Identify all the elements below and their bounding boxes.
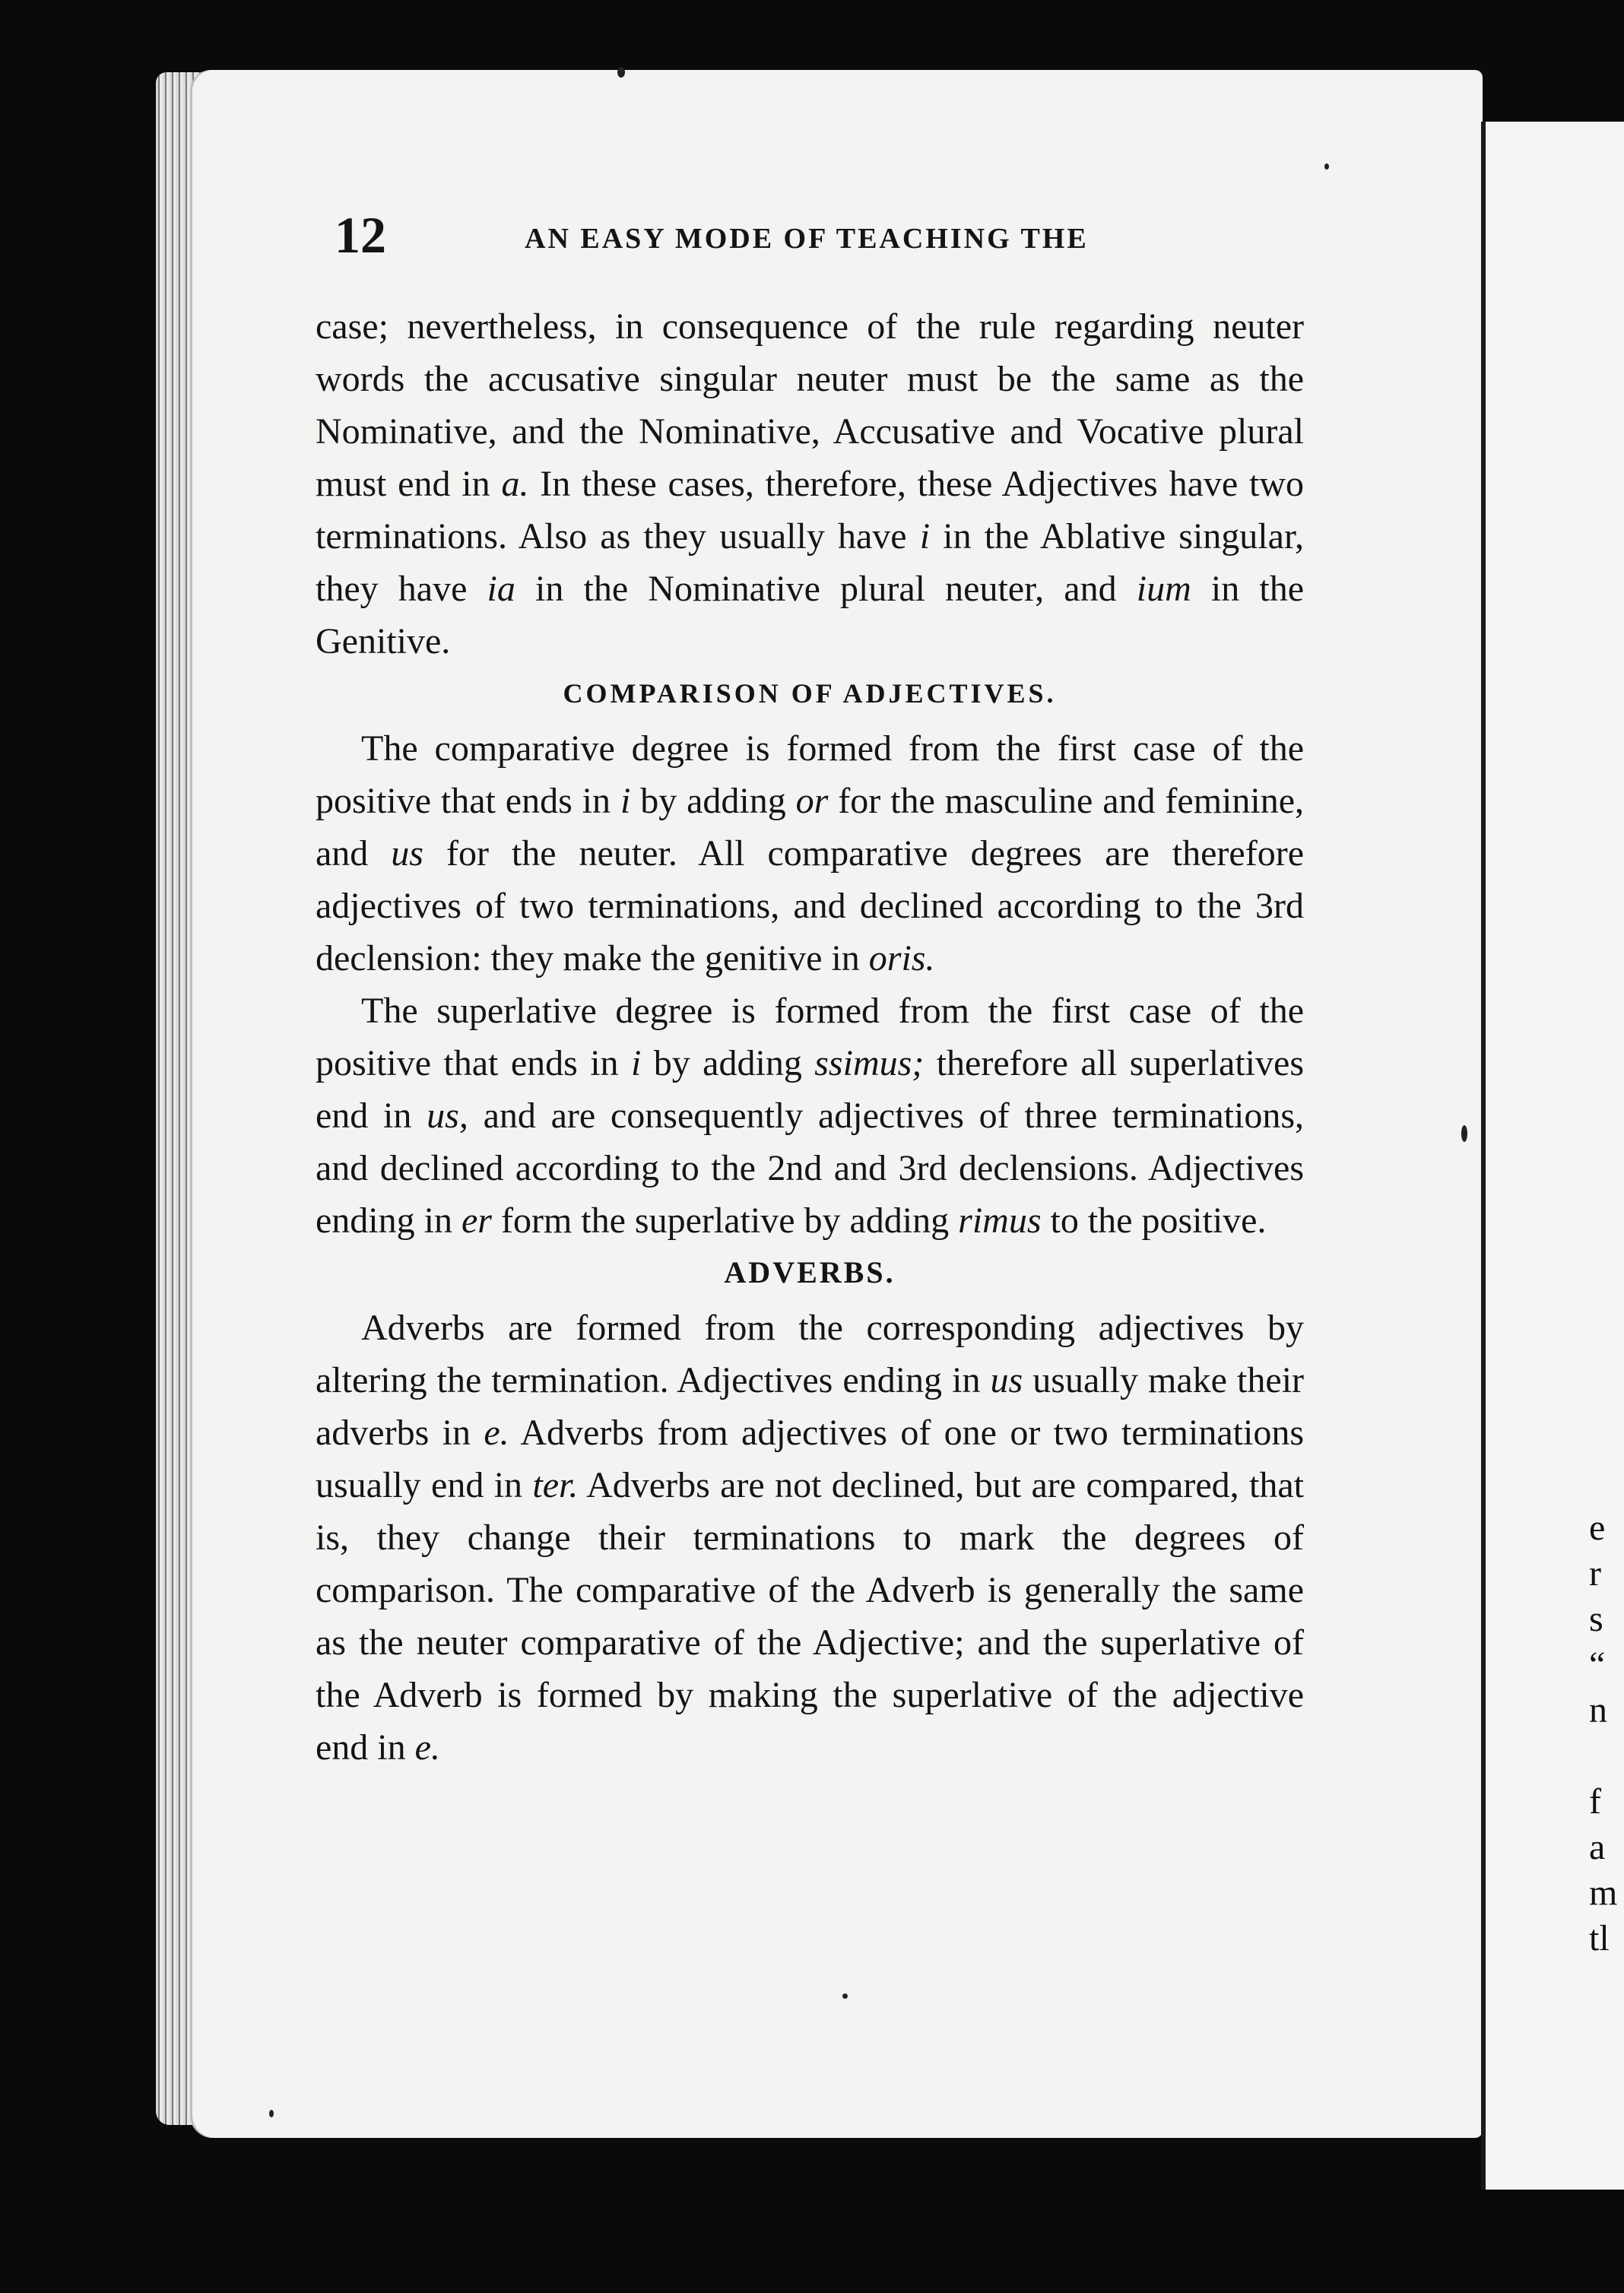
italic-run: us,: [427, 1096, 468, 1136]
scan-speck: [1461, 1125, 1467, 1142]
text-run: Adverbs are formed from the corresponding adjectives by altering the termination. Adjectives ending in: [316, 1308, 1304, 1400]
italic-run: ssimus;: [814, 1043, 925, 1083]
facing-letter: r: [1589, 1553, 1601, 1594]
text-run: usually make their adverbs in: [316, 1360, 1305, 1453]
italic-run: e.: [484, 1413, 509, 1453]
italic-run: i: [620, 781, 631, 821]
italic-run: rimus: [958, 1200, 1042, 1241]
text-run: for the neuter. All comparative degrees are therefore adjectives of two terminations, and declined according to the 3rd declension: they make the genitive in: [316, 833, 1304, 978]
section-heading-adverbs: ADVERBS.: [724, 1255, 896, 1289]
text-run: in the Genitive.: [316, 569, 1304, 661]
text-run: Adverbs from adjectives of one or two terminations usually end in: [316, 1413, 1305, 1505]
text-run: and are consequently adjectives of three terminations, and declined according to the 2nd and 3rd declensions. Adjectives ending in: [316, 1096, 1305, 1241]
italic-run: oris.: [868, 938, 935, 978]
text-run: form the superlative by adding: [491, 1200, 959, 1241]
text-run: by adding: [641, 1043, 815, 1083]
paragraph-superlative: [316, 985, 1304, 1247]
body-text: [316, 300, 1304, 1774]
facing-page-letters: [1589, 1505, 1624, 1962]
text-run: Adverbs are not declined, but are compared, that is, they change their terminations to mark the degrees of comparison. The comparative of the Adverb is generally the same as the neuter comparative of the Adjective; and the superlative of the Adverb is formed by making the superlative of the adjective end in: [316, 1465, 1305, 1768]
paragraph-adverbs: [316, 1302, 1304, 1774]
italic-run: us: [391, 833, 423, 874]
text-run: in the Nominative plural neuter, and: [515, 569, 1137, 609]
text-run: The comparative degree is formed from the first case of the positive that ends in: [316, 728, 1304, 821]
facing-letter: e: [1589, 1508, 1606, 1548]
paragraph-comparative: [316, 722, 1304, 985]
text-run: The superlative degree is formed from the first case of the positive that ends in: [316, 991, 1304, 1083]
facing-letter: n: [1589, 1690, 1607, 1730]
scan-speck: [269, 2110, 274, 2117]
italic-run: er: [461, 1200, 492, 1241]
italic-run: i: [919, 516, 931, 557]
facing-letter: [1589, 1733, 1624, 1779]
text-run: case; nevertheless, in consequence of the rule regarding neuter words the accusative singular neuter must be the same as the Nominative, and the Nominative, Accusative and Vocative plural must end in: [316, 306, 1304, 504]
facing-letter: m: [1589, 1873, 1618, 1913]
section-heading-comparison: COMPARISON OF ADJECTIVES.: [563, 678, 1057, 709]
text-run: In these cases, therefore, these Adjectives have two terminations. Also as they usually have: [316, 464, 1304, 557]
text-run: therefore all superlatives end in: [316, 1043, 1304, 1136]
italic-run: ium: [1136, 569, 1191, 609]
facing-letter: “: [1589, 1644, 1606, 1685]
text-run: for the masculine and feminine, and: [316, 781, 1305, 874]
facing-letter: a: [1589, 1827, 1606, 1867]
facing-letter: f: [1589, 1781, 1601, 1822]
italic-run: a.: [501, 464, 529, 504]
page-number: 12: [335, 206, 386, 264]
text-run: by adding: [630, 781, 796, 821]
text-run: in the Ablative singular, they have: [316, 516, 1305, 609]
italic-run: ter.: [532, 1465, 579, 1505]
text-run: to the positive.: [1041, 1200, 1267, 1241]
italic-run: i: [630, 1043, 642, 1083]
italic-run: e.: [414, 1727, 440, 1768]
paragraph-opening: [316, 300, 1304, 668]
scan-speck: [1324, 163, 1329, 170]
facing-letter: s: [1589, 1599, 1603, 1639]
italic-run: ia: [487, 569, 515, 609]
running-head: AN EASY MODE OF TEACHING THE: [525, 223, 1089, 255]
italic-run: us: [990, 1360, 1023, 1400]
italic-run: or: [795, 781, 829, 821]
page-header: [335, 205, 1361, 266]
scan-speck: [842, 1993, 848, 1999]
scan-speck: [617, 67, 625, 78]
facing-letter: tl: [1589, 1918, 1610, 1958]
